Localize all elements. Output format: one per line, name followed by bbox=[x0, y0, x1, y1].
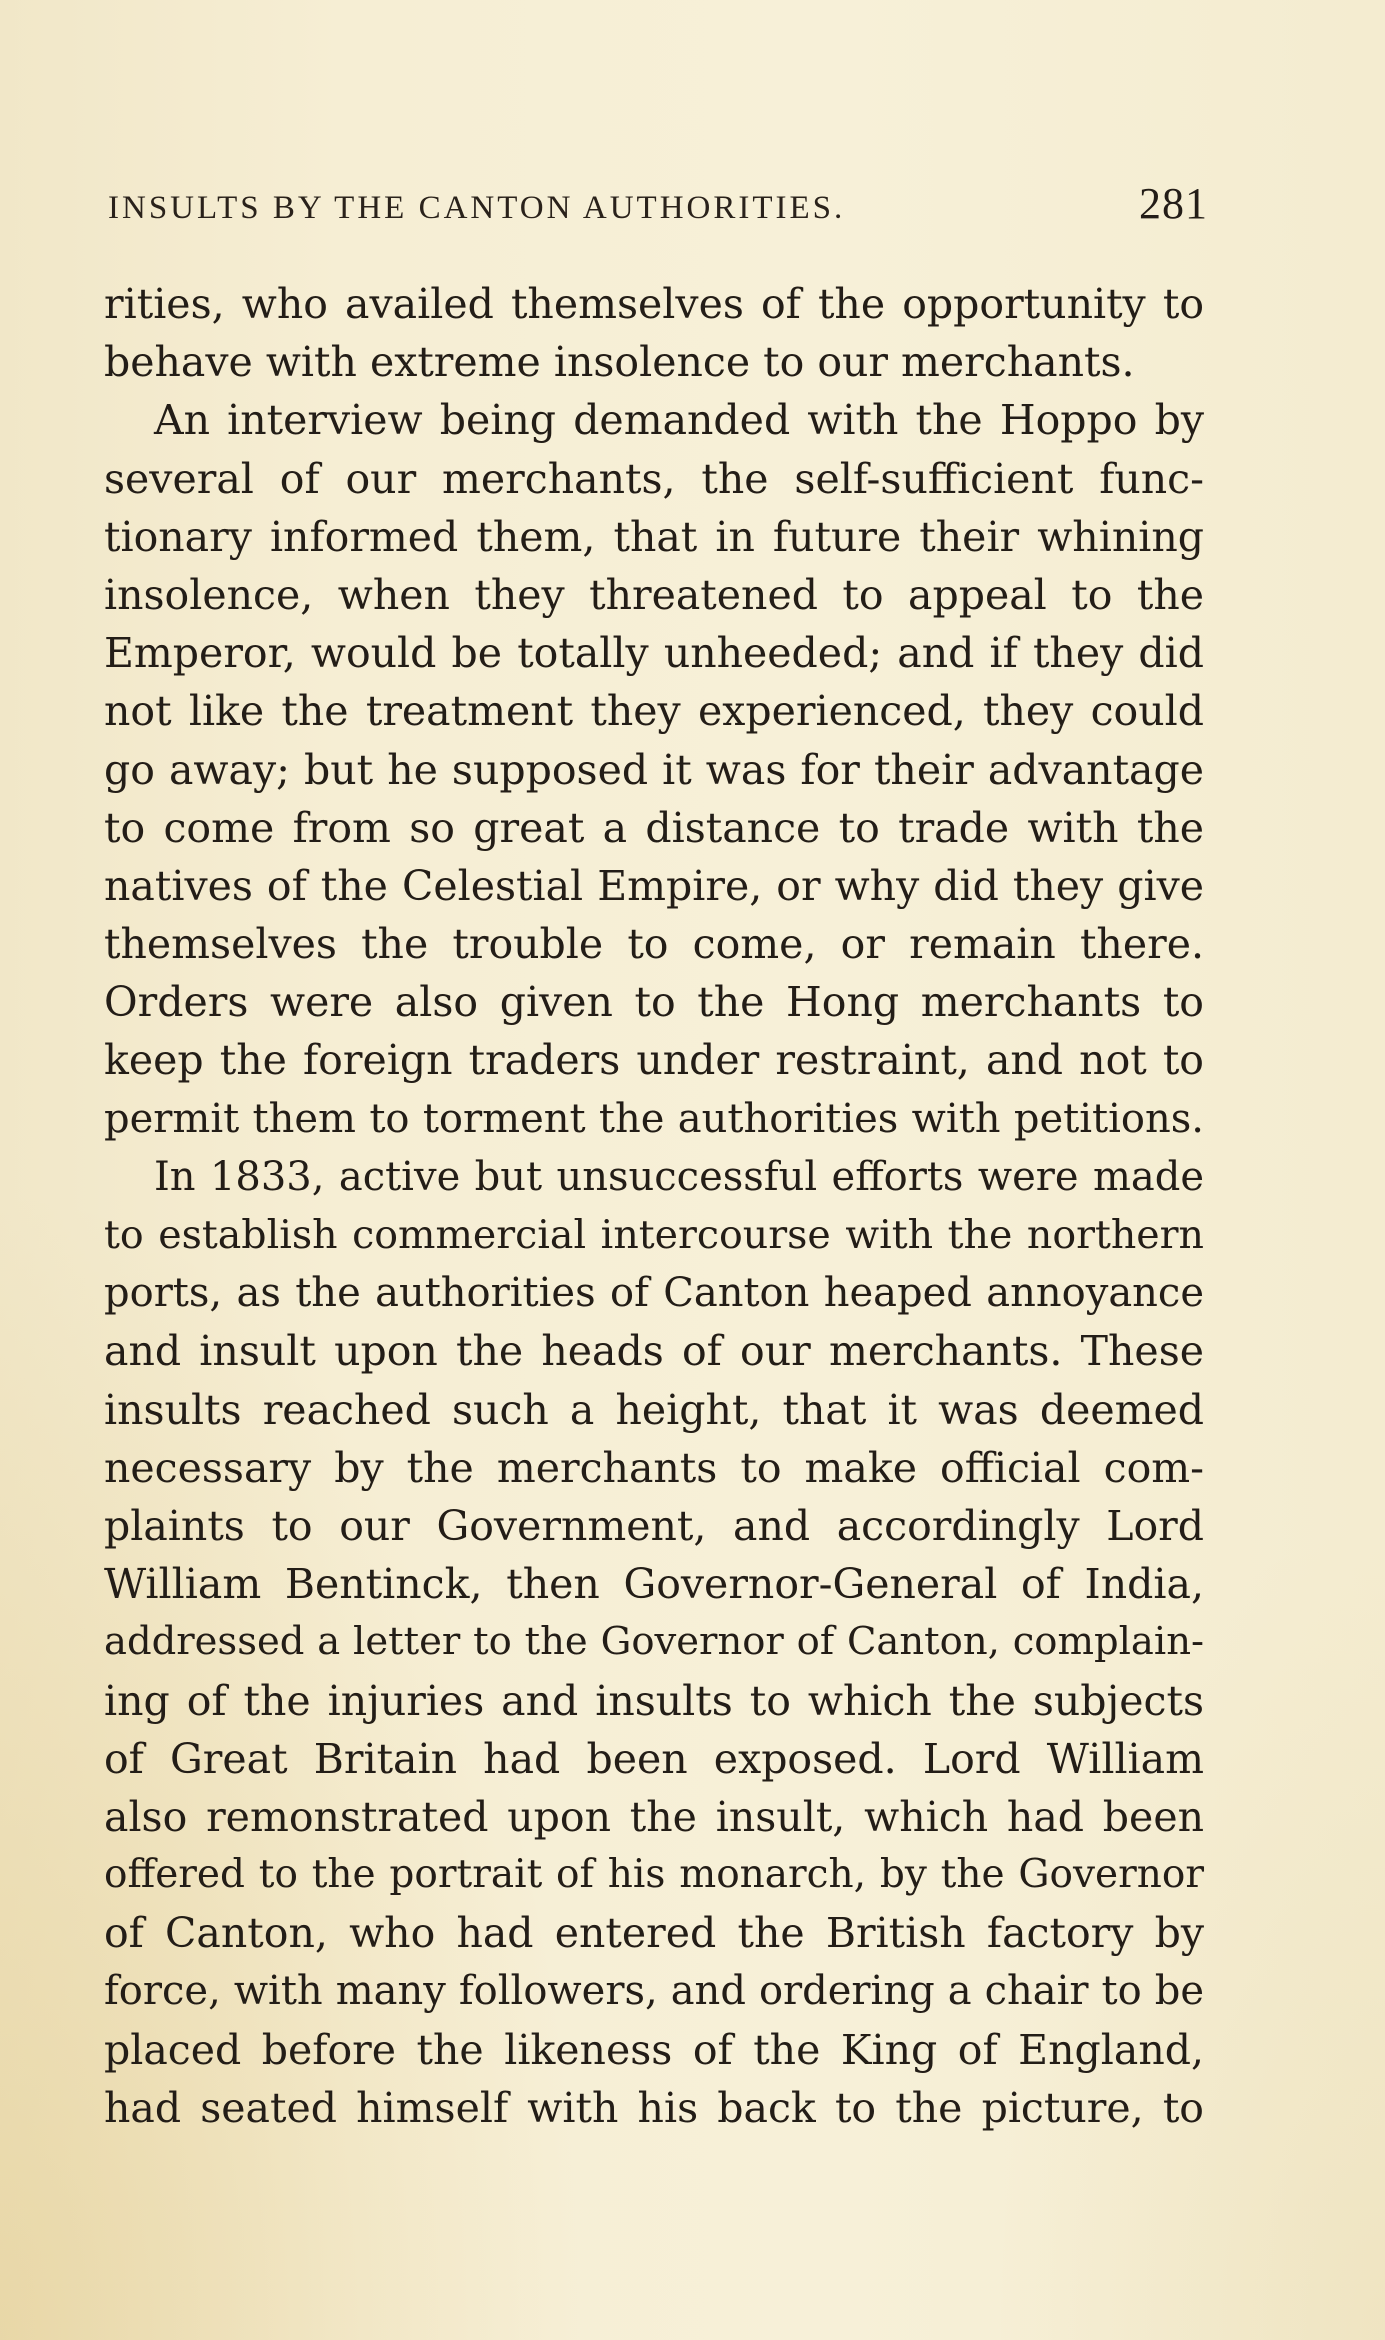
running-title: INSULTS BY THE CANTON AUTHORITIES. bbox=[108, 190, 846, 226]
text-line: rities, who availed themselves of the opportunity to bbox=[104, 280, 1204, 328]
text-line: of Canton, who had entered the British factory by bbox=[104, 1909, 1204, 1958]
text-line: to come from so great a distance to trade with the bbox=[104, 803, 1204, 852]
page-number: 281 bbox=[1139, 179, 1208, 228]
text-line: necessary by the merchants to make official com- bbox=[104, 1443, 1204, 1492]
text-line: addressed a letter to the Governor of Canton, complain- bbox=[104, 1619, 1204, 1665]
text-line: Orders were also given to the Hong merchants to bbox=[104, 978, 1204, 1027]
text-line: force, with many followers, and ordering a chair to be bbox=[104, 1968, 1204, 2015]
text-line: permit them to torment the authorities with petitions. bbox=[104, 1095, 1204, 1142]
text-line: natives of the Celestial Empire, or why did they give bbox=[104, 861, 1204, 910]
text-line: ing of the injuries and insults to which the subjects bbox=[104, 1676, 1204, 1725]
text-line: keep the foreign traders under restraint, and not to bbox=[104, 1036, 1204, 1085]
text-line: several of our merchants, the self-sufficient func- bbox=[104, 454, 1204, 503]
text-line: insolence, when they threatened to appeal to the bbox=[104, 570, 1204, 619]
text-line: go away; but he supposed it was for their advantage bbox=[104, 745, 1204, 794]
text-line: insults reached such a height, that it was deemed bbox=[104, 1385, 1204, 1434]
text-line: offered to the portrait of his monarch, by the Governor bbox=[104, 1852, 1204, 1898]
text-line: of Great Britain had been exposed. Lord William bbox=[104, 1734, 1204, 1783]
text-line: behave with extreme insolence to our merchants. bbox=[104, 338, 1135, 387]
text-line: William Bentinck, then Governor-General of India, bbox=[104, 1560, 1204, 1609]
text-line: had seated himself with his back to the picture, to bbox=[104, 2083, 1204, 2132]
text-line: to establish commercial intercourse with the northern bbox=[104, 1212, 1204, 1258]
text-line: In 1833, active but unsuccessful efforts were made bbox=[154, 1153, 1204, 1200]
body-text bbox=[104, 275, 1204, 2137]
text-line: placed before the likeness of the King of England, bbox=[104, 2025, 1204, 2074]
text-line: not like the treatment they experienced, they could bbox=[104, 687, 1204, 736]
text-line: ports, as the authorities of Canton heaped annoyance bbox=[104, 1270, 1204, 1317]
running-head bbox=[108, 178, 1208, 228]
text-line: tionary informed them, that in future their whining bbox=[104, 512, 1204, 561]
text-line: An interview being demanded with the Hoppo by bbox=[154, 396, 1204, 445]
text-line: themselves the trouble to come, or remain there. bbox=[104, 920, 1204, 969]
text-line: Emperor, would be totally unheeded; and if they did bbox=[104, 629, 1204, 678]
text-line: also remonstrated upon the insult, which had been bbox=[104, 1792, 1204, 1841]
text-line: and insult upon the heads of our merchants. These bbox=[104, 1327, 1204, 1376]
text-line: plaints to our Government, and accordingly Lord bbox=[104, 1501, 1204, 1550]
